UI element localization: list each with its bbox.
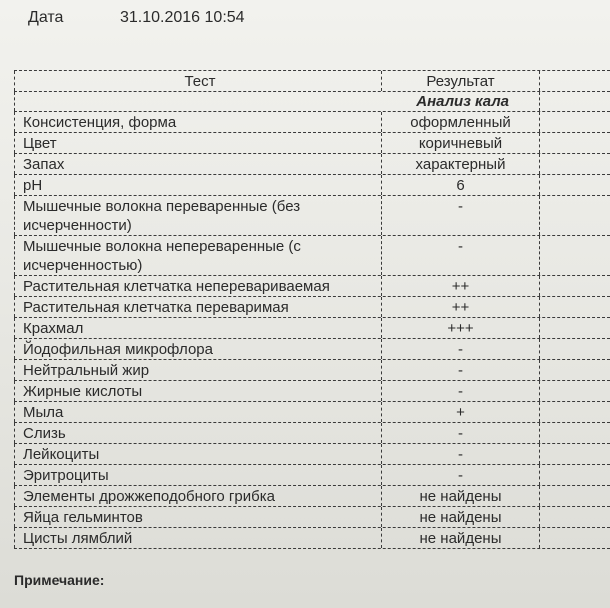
- test-result: -: [382, 381, 540, 401]
- test-name: Яйца гельминтов: [14, 507, 382, 527]
- test-result: ++: [382, 276, 540, 296]
- test-result: не найдены: [382, 507, 540, 527]
- section-row: [14, 92, 610, 112]
- column-header-test: Тест: [14, 71, 382, 91]
- date-row: [28, 9, 245, 27]
- test-result: -: [382, 444, 540, 464]
- test-name: Запах: [14, 154, 382, 174]
- test-name: Цвет: [14, 133, 382, 153]
- test-result: не найдены: [382, 528, 540, 548]
- test-name: Мыла: [14, 402, 382, 422]
- test-name: Нейтральный жир: [14, 360, 382, 380]
- table-row: [14, 486, 610, 507]
- table-row: [14, 318, 610, 339]
- test-result: характерный: [382, 154, 540, 174]
- test-name: Жирные кислоты: [14, 381, 382, 401]
- test-result: -: [382, 423, 540, 443]
- table-row: [14, 276, 610, 297]
- test-result: не найдены: [382, 486, 540, 506]
- test-name: Элементы дрожжеподобного грибка: [14, 486, 382, 506]
- table-row: [14, 236, 610, 276]
- test-name: Йодофильная микрофлора: [14, 339, 382, 359]
- table-body: [14, 112, 610, 549]
- test-result: -: [382, 196, 540, 235]
- note-label: Примечание:: [14, 572, 105, 588]
- table-row: [14, 444, 610, 465]
- test-name: Цисты лямблий: [14, 528, 382, 548]
- test-result: оформленный: [382, 112, 540, 132]
- table-row: [14, 297, 610, 318]
- test-result: 6: [382, 175, 540, 195]
- test-result: +: [382, 402, 540, 422]
- test-result: -: [382, 339, 540, 359]
- table-row: [14, 423, 610, 444]
- test-name: Лейкоциты: [14, 444, 382, 464]
- results-table: [14, 70, 610, 549]
- table-row: [14, 133, 610, 154]
- table-row: [14, 339, 610, 360]
- table-row: [14, 175, 610, 196]
- table-row: [14, 465, 610, 486]
- column-header-result: Результат: [382, 71, 540, 91]
- table-row: [14, 402, 610, 423]
- test-name: Мышечные волокна переваренные (без исчерченности): [14, 196, 382, 235]
- table-row: [14, 360, 610, 381]
- test-name: Эритроциты: [14, 465, 382, 485]
- test-name: Консистенция, форма: [14, 112, 382, 132]
- test-name: pH: [14, 175, 382, 195]
- test-name: Растительная клетчатка неперевариваемая: [14, 276, 382, 296]
- section-title: Анализ кала: [14, 92, 540, 111]
- date-value: 31.10.2016 10:54: [120, 9, 245, 26]
- test-result: +++: [382, 318, 540, 338]
- test-result: коричневый: [382, 133, 540, 153]
- test-result: -: [382, 465, 540, 485]
- test-result: -: [382, 360, 540, 380]
- table-row: [14, 381, 610, 402]
- table-row: [14, 528, 610, 549]
- table-row: [14, 154, 610, 175]
- test-result: -: [382, 236, 540, 275]
- date-label: Дата: [28, 9, 64, 26]
- test-result: ++: [382, 297, 540, 317]
- test-name: Слизь: [14, 423, 382, 443]
- table-row: [14, 196, 610, 236]
- table-row: [14, 507, 610, 528]
- test-name: Растительная клетчатка переваримая: [14, 297, 382, 317]
- test-name: Мышечные волокна непереваренные (с исчерченностью): [14, 236, 382, 275]
- table-header: [14, 71, 610, 92]
- table-row: [14, 112, 610, 133]
- test-name: Крахмал: [14, 318, 382, 338]
